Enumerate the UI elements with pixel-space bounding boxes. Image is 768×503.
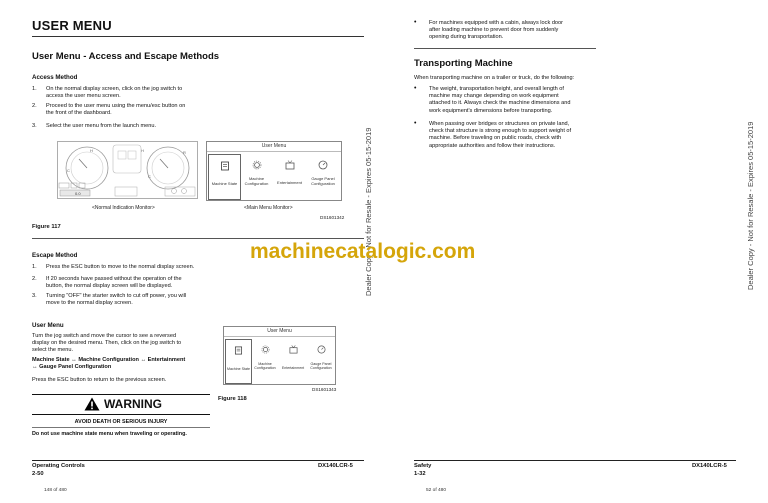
access-step-3: 3. Select the user menu from the launch menu.	[32, 123, 157, 129]
page-title: USER MENU	[32, 18, 112, 33]
footer-section: Operating Controls	[32, 463, 85, 469]
figure-117-code: DS1601342	[320, 215, 345, 220]
dealer-copy-stamp-right: Dealer Copy - Not for Resale - Expires 05-15-2019	[746, 121, 755, 290]
menu-sequence: Machine State ↔ Machine Configuration ↔ Entertainment ↔ Gauge Panel Configuration	[32, 357, 186, 371]
main-menu-monitor	[206, 141, 342, 201]
title-rule	[32, 36, 364, 37]
warning-text: Do not use machine state menu when traveling or operating.	[32, 431, 187, 437]
transport-bullet-2: • When passing over bridges or structures on private land, check that structure is strong enough to support weight of machine. Before traveling on public roads, check with appropriate authorities and follow their instructions.	[414, 120, 572, 149]
user-menu-heading: User Menu	[32, 322, 64, 329]
user-menu-paragraph: Turn the jog switch and move the cursor to see a reversed display on the desired menu. Then, click on the jog switch to select the menu.	[32, 333, 182, 354]
gear-icon	[252, 160, 262, 170]
svg-text:C: C	[67, 168, 70, 173]
page-count: 148 of 480	[44, 488, 67, 493]
document-icon	[220, 161, 230, 171]
transporting-title: Transporting Machine	[414, 58, 513, 69]
menu-item-machine-state[interactable]: Machine State	[208, 154, 241, 200]
right-footer-page-number: 1-32	[414, 471, 426, 477]
watermark-text: machinecatalogic.com	[250, 240, 476, 263]
escape-step-2: 2. If 20 seconds have passed without the operation of the button, the normal display screen will be displayed.	[32, 276, 182, 290]
menu-item-machine-state[interactable]: Machine State	[225, 339, 252, 384]
figure-118-menu: User Menu Machine State Machine Configuration Entertainment Gauge Panel Configuration	[223, 326, 336, 385]
gauge-cluster-illustration	[57, 141, 198, 199]
transporting-intro: When transporting machine on a trailer or truck, do the following:	[414, 75, 575, 81]
figure-118-label: Figure 118	[218, 396, 247, 402]
svg-text:H: H	[141, 148, 144, 153]
gauge-icon	[317, 345, 326, 354]
normal-monitor-caption: <Normal Indication Monitor>	[92, 205, 155, 211]
warning-triangle-icon	[84, 397, 100, 411]
menu-item-gauge-panel-configuration[interactable]: Gauge Panel Configuration	[308, 339, 334, 382]
svg-text:R: R	[183, 150, 186, 155]
access-step-2: 2. Proceed to the user menu using the menu/esc button on the front of the dashboard.	[32, 103, 186, 117]
menu-item-entertainment[interactable]: Entertainment	[274, 154, 305, 198]
svg-text:H: H	[90, 148, 93, 153]
access-step-1: 1. On the normal display screen, click on the jog switch to access the user menu screen.	[32, 86, 183, 100]
menu-item-gauge-panel-configuration[interactable]: Gauge Panel Configuration	[307, 154, 339, 198]
monitor-readout: 0.0	[75, 191, 81, 196]
transport-bullet-1: • The weight, transportation height, and overall length of machine may change depending on work equipment attached to it. Always check the machine dimensions and work equipment's dimensions before transporting.	[414, 85, 571, 114]
escape-step-1: 1. Press the ESC button to move to the normal display screen.	[32, 264, 195, 270]
main-monitor-caption: <Main Menu Monitor>	[244, 205, 293, 211]
svg-text:C: C	[148, 174, 151, 179]
figure-118-code: DS1601343	[312, 387, 337, 392]
tv-icon	[289, 345, 298, 354]
menu-item-entertainment[interactable]: Entertainment	[280, 339, 306, 382]
gauge-icon	[318, 160, 328, 170]
tv-icon	[285, 160, 295, 170]
right-top-bullet: • For machines equipped with a cabin, always lock door after loading machine to prevent door from suddenly opening during transportation.	[414, 19, 564, 41]
warning-subtitle: AVOID DEATH OR SERIOUS INJURY	[74, 419, 168, 425]
menu-title: User Menu	[261, 143, 287, 149]
gear-icon	[261, 345, 270, 354]
right-page-count: 52 of 480	[426, 488, 447, 493]
escape-step-3: 3. Turning "OFF" the starter switch to cut off power, you will move to the normal display screen.	[32, 293, 187, 307]
warning-word: WARNING	[104, 397, 162, 411]
menu-item-machine-configuration[interactable]: Machine Configuration	[241, 154, 272, 198]
esc-return-text: Press the ESC button to return to the previous screen.	[32, 377, 167, 383]
escape-heading: Escape Method	[32, 252, 78, 259]
section-subtitle: User Menu - Access and Escape Methods	[32, 51, 220, 62]
footer-model: DX140LCR-5	[318, 463, 353, 469]
footer-page-number: 2-50	[32, 471, 44, 477]
menu-item-machine-configuration[interactable]: Machine Configuration	[252, 339, 278, 382]
document-icon	[234, 346, 243, 355]
right-footer-model: DX140LCR-5	[692, 463, 727, 469]
access-heading: Access Method	[32, 74, 78, 81]
figure-117-label: Figure 117	[32, 224, 61, 230]
dealer-copy-stamp: Dealer Copy - Not for Resale - Expires 05-15-2019	[364, 127, 373, 296]
right-footer-section: Safety	[414, 463, 432, 469]
normal-indication-monitor	[57, 141, 198, 199]
